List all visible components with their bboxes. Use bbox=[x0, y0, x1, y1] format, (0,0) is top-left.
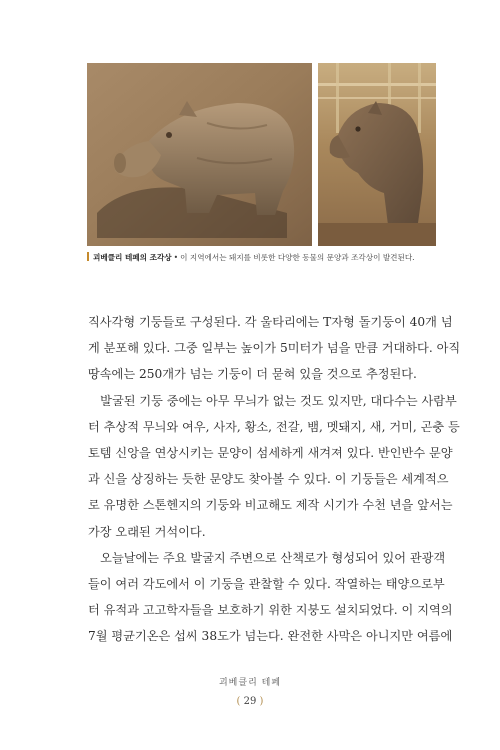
text-line: 가장 오래된 거석이다. bbox=[88, 524, 206, 539]
paragraph-1 bbox=[88, 309, 461, 388]
paragraph-2 bbox=[88, 388, 460, 545]
page-number-value: 29 bbox=[243, 696, 257, 707]
text-line: 직사각형 기둥들로 구성된다. 각 울타리에는 T자형 돌기둥이 40개 넘 bbox=[88, 315, 453, 329]
boar-sculpture-photo bbox=[87, 63, 312, 246]
page-number bbox=[0, 696, 500, 707]
paragraph-3 bbox=[88, 545, 453, 650]
text-line: 게 분포해 있다. 그중 일부는 높이가 5미터가 넘을 만큼 거대하다. 아직 bbox=[88, 341, 461, 356]
text-line: 발굴된 기둥 중에는 아무 무늬가 없는 것도 있지만, 대다수는 사람부 bbox=[88, 393, 457, 408]
text-line: 터 유적과 고고학자들을 보호하기 위한 지붕도 설치되었다. 이 지역의 bbox=[88, 603, 453, 618]
caption-separator: • bbox=[173, 253, 179, 262]
caption-title: 괴베클리 테페의 조각상 bbox=[93, 253, 172, 262]
text-line: 들이 여러 각도에서 이 기둥을 관찰할 수 있다. 작열하는 태양으로부 bbox=[88, 577, 445, 592]
running-footer-title: 괴베클리 테페 bbox=[218, 678, 282, 688]
caption-marker bbox=[87, 252, 89, 261]
page-number-right-paren: ) bbox=[259, 696, 264, 707]
text-line: 오늘날에는 주요 발굴지 주변으로 산책로가 형성되어 있어 관광객 bbox=[88, 550, 446, 565]
text-line: 과 신을 상징하는 듯한 문양도 찾아볼 수 있다. 이 기둥들은 세계적으 bbox=[88, 472, 449, 487]
caption-text: 이 지역에서는 돼지를 비롯한 다양한 동물의 문양과 조각상이 발견된다. bbox=[180, 253, 415, 262]
text-line: 로 유명한 스톤헨지의 기둥와 비교해도 제작 시기가 수천 년을 앞서는 bbox=[88, 498, 453, 513]
text-line: 땅속에는 250개가 넘는 기둥이 더 묻혀 있을 것으로 추정된다. bbox=[88, 367, 417, 382]
text-line: 터 추상적 무늬와 여우, 사자, 황소, 전갈, 뱀, 멧돼지, 새, 거미, 곤충 등 bbox=[88, 419, 460, 434]
page-number-left-paren: ( bbox=[236, 696, 241, 707]
animal-sculpture-photo bbox=[318, 63, 436, 246]
photo-caption bbox=[87, 252, 447, 264]
text-line: 7월 평균기온은 섭씨 38도가 넘는다. 완전한 사막은 아니지만 여름에 bbox=[88, 629, 453, 644]
body-text bbox=[88, 309, 461, 650]
text-line: 토템 신앙을 연상시키는 문양이 섬세하게 새겨져 있다. 반인반수 문양 bbox=[88, 446, 453, 461]
